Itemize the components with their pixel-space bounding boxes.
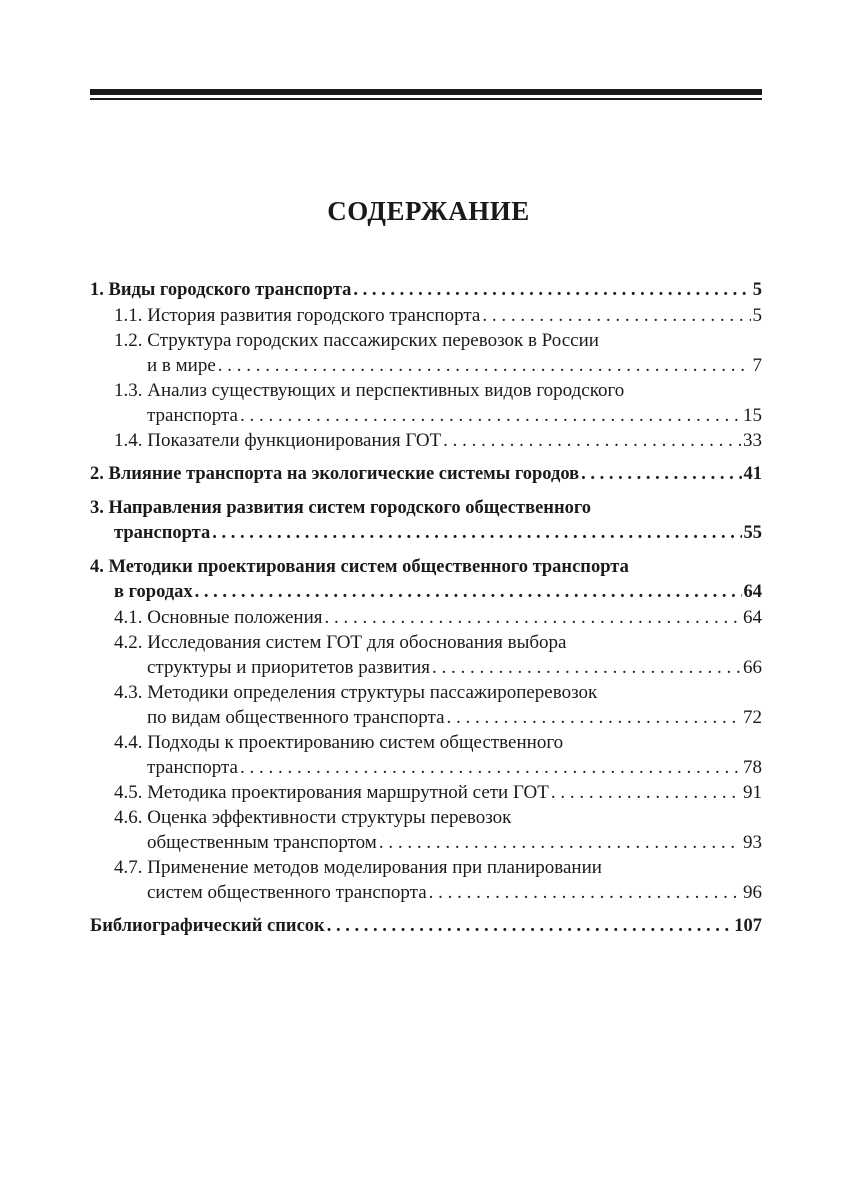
toc-entry-page: 33 — [743, 430, 762, 451]
toc-entry — [90, 805, 762, 830]
toc-entry-title: и в мире — [147, 355, 216, 376]
toc-entry-title: 1. Виды городского транспорта — [90, 280, 352, 300]
page-title: СОДЕРЖАНИЕ — [327, 196, 530, 226]
toc-entry-title: 4.6. Оценка эффективности структуры перевозок — [114, 807, 512, 828]
toc-entry-page: 55 — [743, 523, 762, 543]
toc-entry-continuation — [90, 880, 762, 905]
toc-entry-page: 91 — [743, 782, 762, 803]
toc-entry — [90, 630, 762, 655]
toc-entry-title: 4.7. Применение методов моделирования при планировании — [114, 857, 602, 878]
header-rule-thin — [90, 98, 762, 100]
toc-entry-page: 5 — [752, 280, 762, 300]
toc-entry-title: транспорта — [147, 405, 238, 426]
toc-entry — [90, 730, 762, 755]
toc-entry-title: 4.4. Подходы к проектированию систем общественного — [114, 732, 564, 753]
toc-leader-dots — [195, 580, 742, 605]
toc-entry-page: 93 — [743, 832, 762, 853]
toc-leader-dots — [240, 403, 741, 428]
toc-leader-dots — [432, 655, 741, 680]
toc-entry-title: структуры и приоритетов развития — [147, 657, 430, 678]
toc-leader-dots — [581, 462, 741, 487]
toc-entry-page: 7 — [752, 355, 762, 376]
toc-leader-dots — [379, 830, 741, 855]
toc-entry — [90, 914, 762, 939]
toc-entry — [90, 555, 762, 580]
toc-entry-title: 3. Направления развития систем городского общественного — [90, 498, 592, 518]
toc-entry-title: общественным транспортом — [147, 832, 377, 853]
toc-entry-continuation — [90, 705, 762, 730]
toc-entry — [90, 680, 762, 705]
toc-entry-title: 4.3. Методики определения структуры пассажироперевозок — [114, 682, 598, 703]
toc-entry-continuation — [90, 580, 762, 605]
toc-entry-title: в городах — [114, 582, 193, 602]
toc-entry — [90, 780, 762, 805]
toc-entry-continuation — [90, 655, 762, 680]
toc-entry-page: 5 — [752, 305, 762, 326]
toc-entry — [90, 496, 762, 521]
toc-entry — [90, 462, 762, 487]
toc-entry-title: Библиографический список — [90, 916, 325, 936]
toc-entry — [90, 855, 762, 880]
toc-entry-title: 1.4. Показатели функционирования ГОТ — [114, 430, 442, 451]
toc-entry-page: 72 — [743, 707, 762, 728]
toc-entry-title: 4. Методики проектирования систем общественного транспорта — [90, 557, 629, 577]
toc-entry-page: 96 — [743, 882, 762, 903]
toc-entry — [90, 303, 762, 328]
toc-entry — [90, 278, 762, 303]
toc-leader-dots — [327, 914, 733, 939]
toc-leader-dots — [240, 755, 741, 780]
toc-entry-page: 64 — [743, 582, 762, 602]
toc-leader-dots — [324, 605, 741, 630]
toc-entry-title: систем общественного транспорта — [147, 882, 427, 903]
toc-entry — [90, 605, 762, 630]
toc-leader-dots — [551, 780, 741, 805]
toc-leader-dots — [212, 521, 741, 546]
toc-entry-title: по видам общественного транспорта — [147, 707, 445, 728]
toc-leader-dots — [353, 278, 750, 303]
toc-entry-title: 1.1. История развития городского транспорта — [114, 305, 481, 326]
toc-entry — [90, 328, 762, 353]
toc-leader-dots — [429, 880, 741, 905]
toc-entry-title: 2. Влияние транспорта на экологические системы городов — [90, 464, 580, 484]
toc-entry-title: 1.2. Структура городских пассажирских перевозок в России — [114, 330, 599, 351]
toc-entry-page: 64 — [743, 607, 762, 628]
toc-entry-continuation — [90, 521, 762, 546]
toc-entry-page: 107 — [734, 916, 762, 936]
toc-entry-page: 41 — [743, 464, 762, 484]
toc-entry-page: 78 — [743, 757, 762, 778]
toc-entry-continuation — [90, 755, 762, 780]
toc-entry — [90, 428, 762, 453]
toc-entry-title: транспорта — [147, 757, 238, 778]
toc-entry-continuation — [90, 353, 762, 378]
toc-entry-continuation — [90, 830, 762, 855]
toc-entry-title: 4.5. Методика проектирования маршрутной сети ГОТ — [114, 782, 549, 803]
toc-entry-title: 4.2. Исследования систем ГОТ для обоснования выбора — [114, 632, 567, 653]
toc-leader-dots — [443, 428, 741, 453]
toc-entry-continuation — [90, 403, 762, 428]
toc-entry — [90, 378, 762, 403]
toc-entry-page: 66 — [743, 657, 762, 678]
table-of-contents — [90, 278, 762, 939]
toc-leader-dots — [218, 353, 751, 378]
toc-leader-dots — [482, 303, 750, 328]
toc-entry-page: 15 — [743, 405, 762, 426]
toc-entry-title: транспорта — [114, 523, 211, 543]
toc-entry-title: 4.1. Основные положения — [114, 607, 323, 628]
toc-leader-dots — [447, 705, 741, 730]
header-rule-thick — [90, 89, 762, 95]
toc-entry-title: 1.3. Анализ существующих и перспективных видов городского — [114, 380, 625, 401]
